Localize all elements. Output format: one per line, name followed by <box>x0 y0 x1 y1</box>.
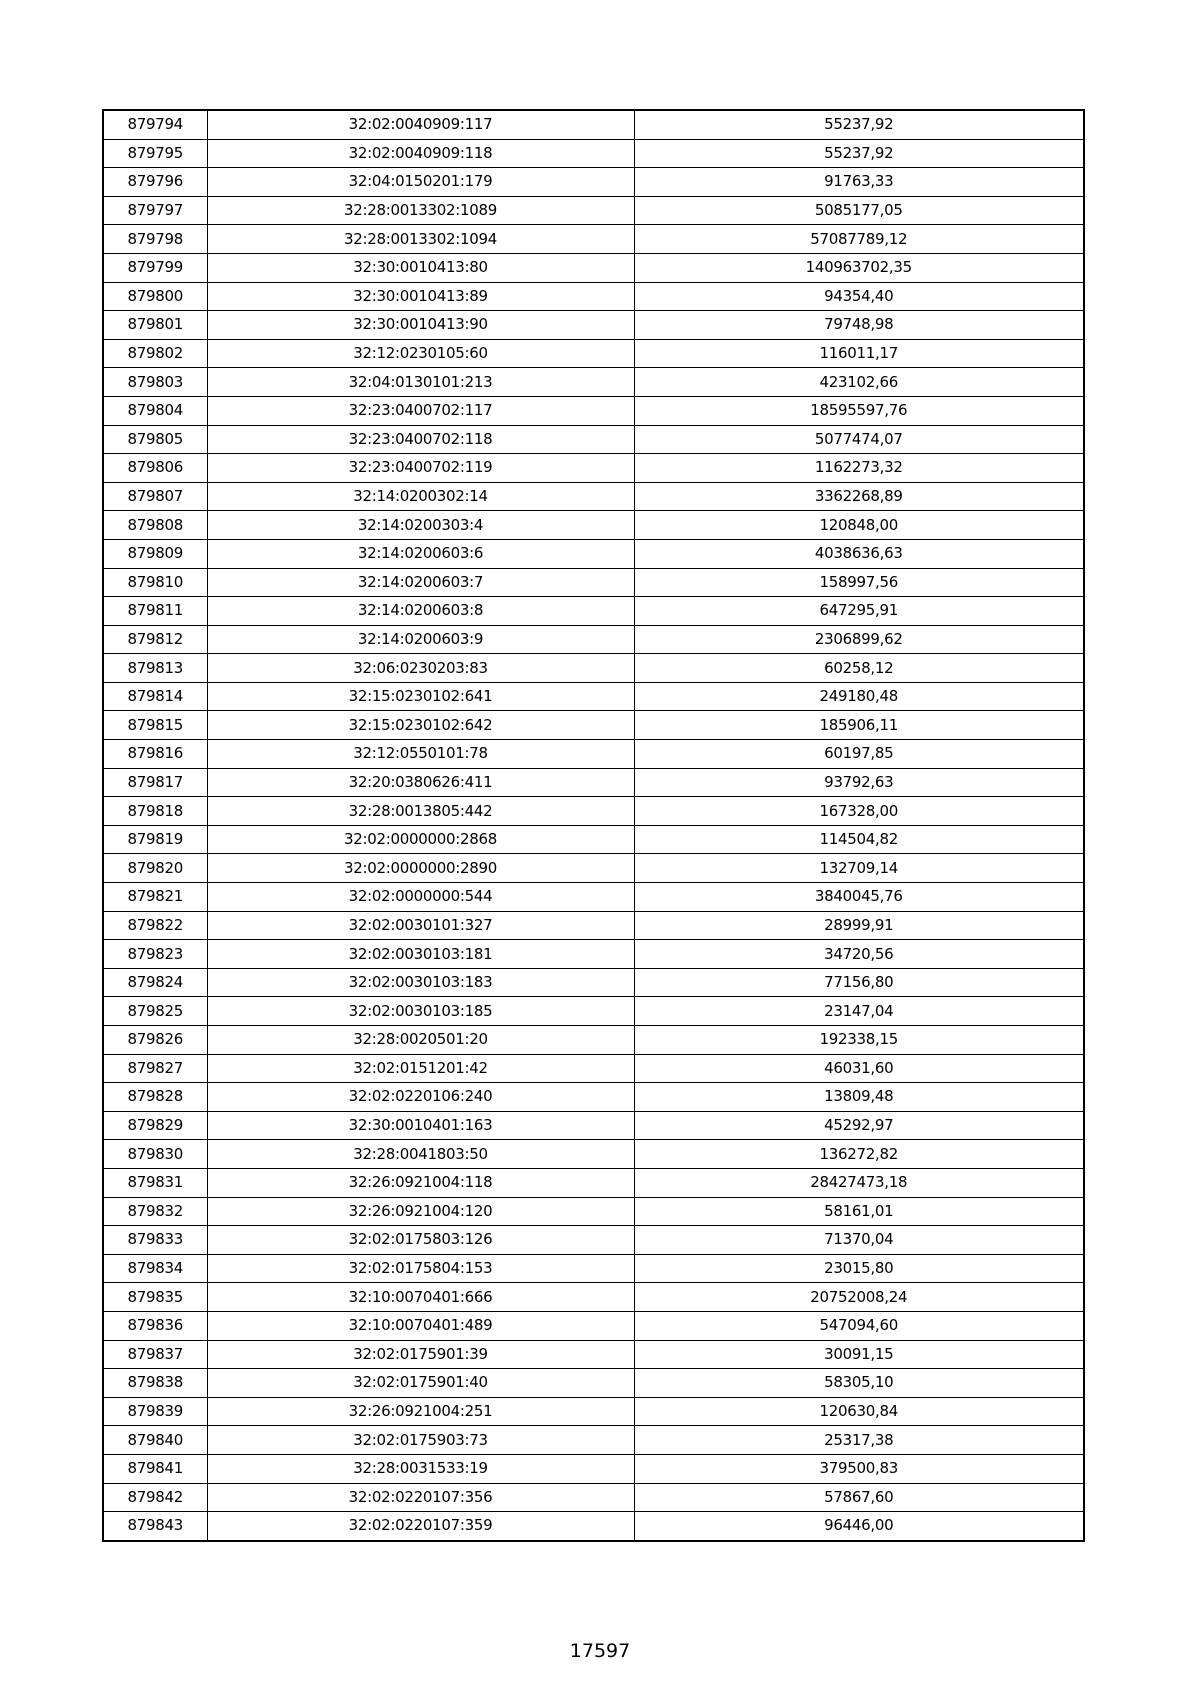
cadastral-number-cell: 32:14:0200603:8 <box>207 597 634 626</box>
row-number-cell: 879832 <box>103 1197 207 1226</box>
cadastral-number-cell: 32:28:0013302:1094 <box>207 225 634 254</box>
table-row <box>103 883 1084 912</box>
cadastral-number-cell: 32:28:0013805:442 <box>207 797 634 826</box>
row-number-cell: 879827 <box>103 1054 207 1083</box>
row-number-cell: 879813 <box>103 654 207 683</box>
row-number-cell: 879821 <box>103 883 207 912</box>
value-cell: 5085177,05 <box>634 196 1084 225</box>
cadastral-number-cell: 32:26:0921004:120 <box>207 1197 634 1226</box>
table-body <box>103 110 1084 1541</box>
cadastral-number-cell: 32:30:0010401:163 <box>207 1111 634 1140</box>
page-number: 17597 <box>569 1640 631 1662</box>
value-cell: 167328,00 <box>634 797 1084 826</box>
row-number-cell: 879825 <box>103 997 207 1026</box>
value-cell: 93792,63 <box>634 768 1084 797</box>
value-cell: 55237,92 <box>634 110 1084 139</box>
cadastral-number-cell: 32:02:0175901:39 <box>207 1340 634 1369</box>
table-row <box>103 1026 1084 1055</box>
table-row <box>103 768 1084 797</box>
value-cell: 28427473,18 <box>634 1168 1084 1197</box>
cadastral-number-cell: 32:04:0130101:213 <box>207 368 634 397</box>
row-number-cell: 879794 <box>103 110 207 139</box>
row-number-cell: 879815 <box>103 711 207 740</box>
row-number-cell: 879804 <box>103 396 207 425</box>
row-number-cell: 879842 <box>103 1483 207 1512</box>
cadastral-number-cell: 32:02:0175803:126 <box>207 1226 634 1255</box>
cadastral-number-cell: 32:30:0010413:80 <box>207 253 634 282</box>
value-cell: 94354,40 <box>634 282 1084 311</box>
row-number-cell: 879829 <box>103 1111 207 1140</box>
value-cell: 96446,00 <box>634 1512 1084 1541</box>
cadastral-number-cell: 32:02:0220106:240 <box>207 1083 634 1112</box>
cadastral-number-cell: 32:02:0030103:183 <box>207 968 634 997</box>
table-row <box>103 911 1084 940</box>
cadastral-number-cell: 32:15:0230102:642 <box>207 711 634 740</box>
value-cell: 30091,15 <box>634 1340 1084 1369</box>
table-row <box>103 1083 1084 1112</box>
row-number-cell: 879833 <box>103 1226 207 1255</box>
row-number-cell: 879798 <box>103 225 207 254</box>
row-number-cell: 879805 <box>103 425 207 454</box>
value-cell: 5077474,07 <box>634 425 1084 454</box>
value-cell: 34720,56 <box>634 940 1084 969</box>
table-row <box>103 1254 1084 1283</box>
cadastral-number-cell: 32:02:0040909:118 <box>207 139 634 168</box>
table-row <box>103 425 1084 454</box>
table-row <box>103 368 1084 397</box>
value-cell: 120630,84 <box>634 1397 1084 1426</box>
cadastral-number-cell: 32:28:0020501:20 <box>207 1026 634 1055</box>
table-row <box>103 396 1084 425</box>
row-number-cell: 879803 <box>103 368 207 397</box>
table-row <box>103 168 1084 197</box>
cadastral-number-cell: 32:12:0550101:78 <box>207 740 634 769</box>
cadastral-number-cell: 32:20:0380626:411 <box>207 768 634 797</box>
row-number-cell: 879814 <box>103 682 207 711</box>
cadastral-number-cell: 32:02:0000000:544 <box>207 883 634 912</box>
row-number-cell: 879802 <box>103 339 207 368</box>
cadastral-number-cell: 32:04:0150201:179 <box>207 168 634 197</box>
cadastral-number-cell: 32:02:0220107:356 <box>207 1483 634 1512</box>
table-row <box>103 225 1084 254</box>
value-cell: 60197,85 <box>634 740 1084 769</box>
row-number-cell: 879806 <box>103 454 207 483</box>
table-row <box>103 1197 1084 1226</box>
row-number-cell: 879800 <box>103 282 207 311</box>
cadastral-number-cell: 32:02:0175804:153 <box>207 1254 634 1283</box>
value-cell: 23015,80 <box>634 1254 1084 1283</box>
row-number-cell: 879839 <box>103 1397 207 1426</box>
value-cell: 46031,60 <box>634 1054 1084 1083</box>
row-number-cell: 879797 <box>103 196 207 225</box>
row-number-cell: 879819 <box>103 825 207 854</box>
row-number-cell: 879830 <box>103 1140 207 1169</box>
cadastral-number-cell: 32:02:0000000:2890 <box>207 854 634 883</box>
row-number-cell: 879838 <box>103 1369 207 1398</box>
value-cell: 45292,97 <box>634 1111 1084 1140</box>
value-cell: 2306899,62 <box>634 625 1084 654</box>
table-row <box>103 511 1084 540</box>
value-cell: 116011,17 <box>634 339 1084 368</box>
value-cell: 114504,82 <box>634 825 1084 854</box>
value-cell: 136272,82 <box>634 1140 1084 1169</box>
value-cell: 57087789,12 <box>634 225 1084 254</box>
cadastral-number-cell: 32:02:0040909:117 <box>207 110 634 139</box>
row-number-cell: 879796 <box>103 168 207 197</box>
value-cell: 379500,83 <box>634 1454 1084 1483</box>
table-row <box>103 1140 1084 1169</box>
row-number-cell: 879808 <box>103 511 207 540</box>
table-row <box>103 1168 1084 1197</box>
value-cell: 249180,48 <box>634 682 1084 711</box>
table-row <box>103 854 1084 883</box>
table-row <box>103 139 1084 168</box>
value-cell: 4038636,63 <box>634 539 1084 568</box>
row-number-cell: 879809 <box>103 539 207 568</box>
table-row <box>103 940 1084 969</box>
cadastral-number-cell: 32:23:0400702:118 <box>207 425 634 454</box>
table-row <box>103 711 1084 740</box>
cadastral-value-table <box>102 109 1085 1542</box>
table-row <box>103 797 1084 826</box>
value-cell: 423102,66 <box>634 368 1084 397</box>
table-row <box>103 1512 1084 1541</box>
table-row <box>103 339 1084 368</box>
table-row <box>103 196 1084 225</box>
row-number-cell: 879811 <box>103 597 207 626</box>
table-row <box>103 1226 1084 1255</box>
cadastral-number-cell: 32:30:0010413:89 <box>207 282 634 311</box>
table-row <box>103 311 1084 340</box>
value-cell: 192338,15 <box>634 1026 1084 1055</box>
table-row <box>103 454 1084 483</box>
value-cell: 1162273,32 <box>634 454 1084 483</box>
cadastral-number-cell: 32:26:0921004:251 <box>207 1397 634 1426</box>
row-number-cell: 879841 <box>103 1454 207 1483</box>
cadastral-number-cell: 32:14:0200603:9 <box>207 625 634 654</box>
table-row <box>103 1369 1084 1398</box>
table-row <box>103 740 1084 769</box>
cadastral-number-cell: 32:23:0400702:117 <box>207 396 634 425</box>
cadastral-number-cell: 32:14:0200303:4 <box>207 511 634 540</box>
table-row <box>103 1283 1084 1312</box>
cadastral-number-cell: 32:02:0000000:2868 <box>207 825 634 854</box>
cadastral-number-cell: 32:23:0400702:119 <box>207 454 634 483</box>
table-row <box>103 997 1084 1026</box>
row-number-cell: 879799 <box>103 253 207 282</box>
value-cell: 20752008,24 <box>634 1283 1084 1312</box>
value-cell: 77156,80 <box>634 968 1084 997</box>
cadastral-number-cell: 32:10:0070401:666 <box>207 1283 634 1312</box>
value-cell: 58305,10 <box>634 1369 1084 1398</box>
cadastral-number-cell: 32:30:0010413:90 <box>207 311 634 340</box>
row-number-cell: 879840 <box>103 1426 207 1455</box>
table-row <box>103 482 1084 511</box>
row-number-cell: 879828 <box>103 1083 207 1112</box>
cadastral-number-cell: 32:28:0041803:50 <box>207 1140 634 1169</box>
table-row <box>103 968 1084 997</box>
row-number-cell: 879795 <box>103 139 207 168</box>
row-number-cell: 879826 <box>103 1026 207 1055</box>
value-cell: 57867,60 <box>634 1483 1084 1512</box>
row-number-cell: 879822 <box>103 911 207 940</box>
table-row <box>103 1111 1084 1140</box>
cadastral-number-cell: 32:02:0175901:40 <box>207 1369 634 1398</box>
value-cell: 185906,11 <box>634 711 1084 740</box>
value-cell: 120848,00 <box>634 511 1084 540</box>
value-cell: 91763,33 <box>634 168 1084 197</box>
row-number-cell: 879824 <box>103 968 207 997</box>
table-row <box>103 654 1084 683</box>
value-cell: 28999,91 <box>634 911 1084 940</box>
value-cell: 55237,92 <box>634 139 1084 168</box>
row-number-cell: 879810 <box>103 568 207 597</box>
table-row <box>103 253 1084 282</box>
value-cell: 158997,56 <box>634 568 1084 597</box>
table-row <box>103 1340 1084 1369</box>
cadastral-number-cell: 32:02:0030103:181 <box>207 940 634 969</box>
row-number-cell: 879801 <box>103 311 207 340</box>
row-number-cell: 879812 <box>103 625 207 654</box>
table-row <box>103 1054 1084 1083</box>
row-number-cell: 879823 <box>103 940 207 969</box>
cadastral-number-cell: 32:12:0230105:60 <box>207 339 634 368</box>
cadastral-number-cell: 32:02:0175903:73 <box>207 1426 634 1455</box>
cadastral-number-cell: 32:02:0030101:327 <box>207 911 634 940</box>
cadastral-number-cell: 32:28:0013302:1089 <box>207 196 634 225</box>
value-cell: 60258,12 <box>634 654 1084 683</box>
value-cell: 25317,38 <box>634 1426 1084 1455</box>
table-row <box>103 539 1084 568</box>
value-cell: 79748,98 <box>634 311 1084 340</box>
value-cell: 23147,04 <box>634 997 1084 1026</box>
cadastral-number-cell: 32:02:0220107:359 <box>207 1512 634 1541</box>
value-cell: 140963702,35 <box>634 253 1084 282</box>
table-row <box>103 1454 1084 1483</box>
row-number-cell: 879816 <box>103 740 207 769</box>
table-row <box>103 597 1084 626</box>
cadastral-number-cell: 32:14:0200302:14 <box>207 482 634 511</box>
row-number-cell: 879831 <box>103 1168 207 1197</box>
cadastral-number-cell: 32:02:0030103:185 <box>207 997 634 1026</box>
row-number-cell: 879820 <box>103 854 207 883</box>
row-number-cell: 879807 <box>103 482 207 511</box>
value-cell: 13809,48 <box>634 1083 1084 1112</box>
row-number-cell: 879837 <box>103 1340 207 1369</box>
table-row <box>103 1426 1084 1455</box>
cadastral-number-cell: 32:10:0070401:489 <box>207 1311 634 1340</box>
value-cell: 647295,91 <box>634 597 1084 626</box>
value-cell: 58161,01 <box>634 1197 1084 1226</box>
row-number-cell: 879835 <box>103 1283 207 1312</box>
value-cell: 3362268,89 <box>634 482 1084 511</box>
row-number-cell: 879836 <box>103 1311 207 1340</box>
table-row <box>103 625 1084 654</box>
cadastral-number-cell: 32:26:0921004:118 <box>207 1168 634 1197</box>
cadastral-number-cell: 32:28:0031533:19 <box>207 1454 634 1483</box>
value-cell: 71370,04 <box>634 1226 1084 1255</box>
row-number-cell: 879834 <box>103 1254 207 1283</box>
cadastral-number-cell: 32:02:0151201:42 <box>207 1054 634 1083</box>
value-cell: 18595597,76 <box>634 396 1084 425</box>
value-cell: 3840045,76 <box>634 883 1084 912</box>
table-row <box>103 1483 1084 1512</box>
value-cell: 547094,60 <box>634 1311 1084 1340</box>
table-row <box>103 1311 1084 1340</box>
cadastral-number-cell: 32:15:0230102:641 <box>207 682 634 711</box>
table-row <box>103 282 1084 311</box>
table-row <box>103 568 1084 597</box>
row-number-cell: 879817 <box>103 768 207 797</box>
cadastral-number-cell: 32:06:0230203:83 <box>207 654 634 683</box>
cadastral-number-cell: 32:14:0200603:7 <box>207 568 634 597</box>
row-number-cell: 879843 <box>103 1512 207 1541</box>
table-row <box>103 110 1084 139</box>
table-row <box>103 1397 1084 1426</box>
value-cell: 132709,14 <box>634 854 1084 883</box>
cadastral-number-cell: 32:14:0200603:6 <box>207 539 634 568</box>
table-row <box>103 825 1084 854</box>
row-number-cell: 879818 <box>103 797 207 826</box>
table-row <box>103 682 1084 711</box>
